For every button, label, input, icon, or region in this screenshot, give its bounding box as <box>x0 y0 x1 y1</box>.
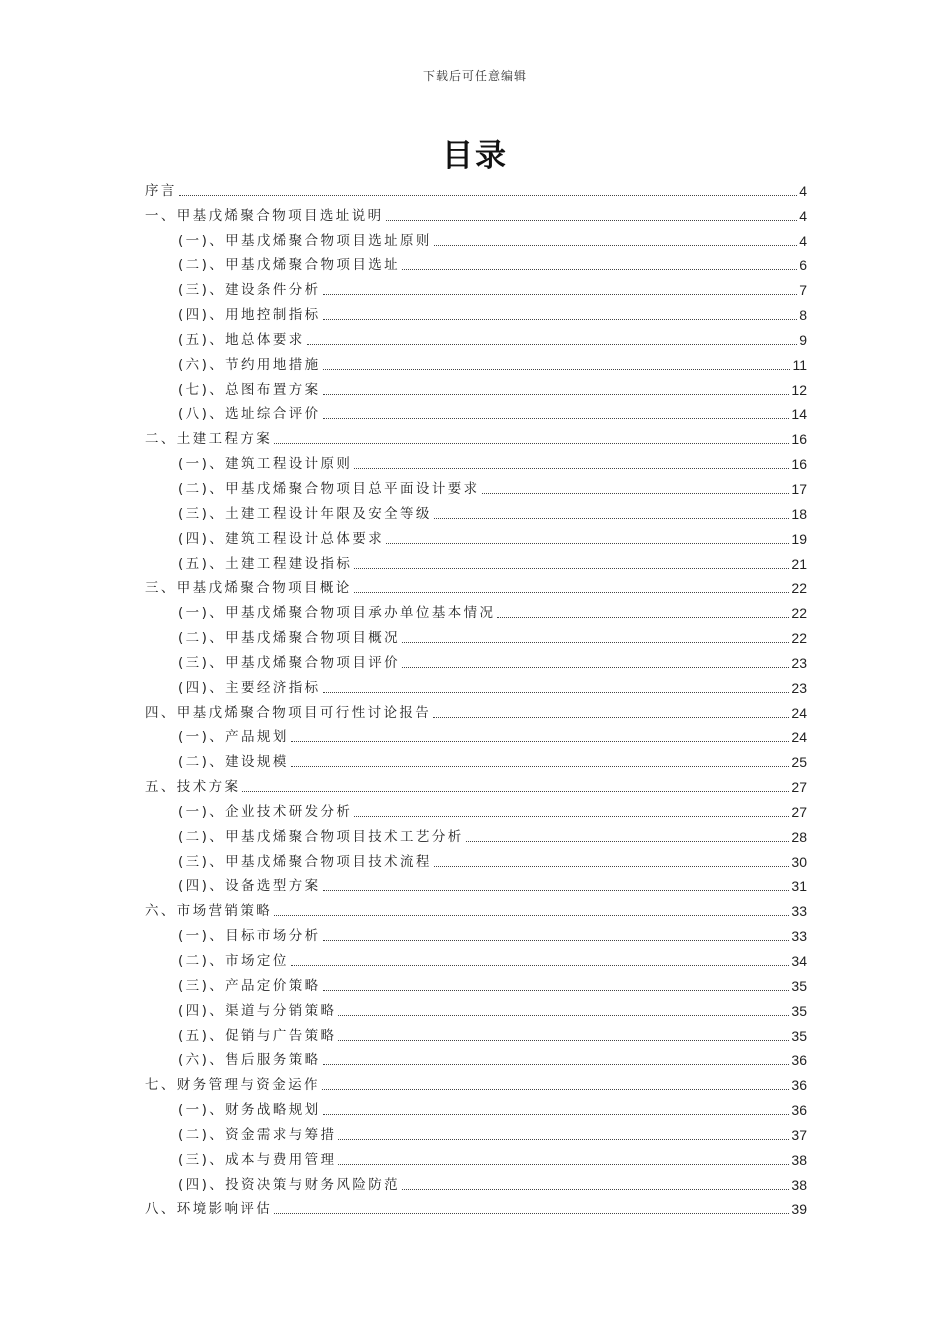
toc-entry[interactable] <box>145 796 807 821</box>
toc-dot-leader <box>323 1114 790 1115</box>
toc-entry-page-number: 30 <box>791 853 807 870</box>
toc-entry[interactable] <box>145 821 807 846</box>
toc-entry[interactable] <box>145 573 807 598</box>
toc-entry-label: 序言 <box>145 182 177 199</box>
toc-dot-leader <box>338 1139 789 1140</box>
toc-entry-page-number: 4 <box>799 182 807 199</box>
toc-entry-label: (三)、甲基戊烯聚合物项目技术流程 <box>178 853 432 870</box>
toc-entry-label: (四)、设备选型方案 <box>178 878 321 895</box>
toc-entry[interactable] <box>145 274 807 299</box>
toc-entry[interactable] <box>145 1144 807 1169</box>
toc-entry-label: (三)、成本与费用管理 <box>178 1151 337 1168</box>
toc-entry-label: 四、甲基戊烯聚合物项目可行性讨论报告 <box>145 704 432 721</box>
toc-entry[interactable] <box>145 1094 807 1119</box>
toc-dot-leader <box>482 493 790 494</box>
toc-entry-label: (二)、甲基戊烯聚合物项目总平面设计要求 <box>178 480 480 497</box>
toc-dot-leader <box>354 592 790 593</box>
toc-entry[interactable] <box>145 647 807 672</box>
toc-entry[interactable] <box>145 1119 807 1144</box>
toc-entry-page-number: 38 <box>791 1176 807 1193</box>
toc-dot-leader <box>402 667 789 668</box>
toc-entry[interactable] <box>145 1020 807 1045</box>
toc-entry[interactable] <box>145 945 807 970</box>
toc-entry-page-number: 24 <box>791 704 807 721</box>
toc-entry-page-number: 22 <box>791 630 807 647</box>
toc-entry[interactable] <box>145 871 807 896</box>
toc-entry-page-number: 9 <box>799 331 807 348</box>
toc-entry-page-number: 28 <box>791 828 807 845</box>
toc-entry-label: 三、甲基戊烯聚合物项目概论 <box>145 580 352 597</box>
toc-dot-leader <box>338 1040 789 1041</box>
toc-entry-page-number: 16 <box>791 431 807 448</box>
toc-entry[interactable] <box>145 622 807 647</box>
toc-entry[interactable] <box>145 746 807 771</box>
toc-entry-label: (一)、产品规划 <box>178 729 289 746</box>
toc-entry-label: (二)、甲基戊烯聚合物项目概况 <box>178 630 401 647</box>
toc-entry[interactable] <box>145 597 807 622</box>
toc-entry[interactable] <box>145 771 807 796</box>
toc-dot-leader <box>354 468 789 469</box>
toc-entry-label: (一)、甲基戊烯聚合物项目承办单位基本情况 <box>178 605 496 622</box>
toc-entry-label: 七、财务管理与资金运作 <box>145 1077 320 1094</box>
toc-dot-leader <box>323 692 790 693</box>
toc-entry-page-number: 4 <box>799 207 807 224</box>
toc-entry-page-number: 6 <box>799 257 807 274</box>
toc-entry-label: (四)、用地控制指标 <box>178 307 321 324</box>
toc-dot-leader <box>323 319 798 320</box>
toc-entry-page-number: 24 <box>791 729 807 746</box>
toc-entry[interactable] <box>145 697 807 722</box>
toc-entry[interactable] <box>145 399 807 424</box>
toc-entry-page-number: 27 <box>791 779 807 796</box>
toc-entry[interactable] <box>145 970 807 995</box>
toc-entry-page-number: 18 <box>791 505 807 522</box>
toc-entry-page-number: 22 <box>791 605 807 622</box>
toc-entry[interactable] <box>145 299 807 324</box>
toc-dot-leader <box>434 866 790 867</box>
toc-entry-label: (六)、节约用地措施 <box>178 356 321 373</box>
toc-dot-leader <box>433 717 789 718</box>
toc-dot-leader <box>291 965 790 966</box>
toc-entry-label: 八、环境影响评估 <box>145 1201 273 1218</box>
toc-dot-leader <box>323 294 798 295</box>
toc-entry-label: (五)、土建工程建设指标 <box>178 555 353 572</box>
toc-dot-leader <box>434 518 790 519</box>
toc-entry-page-number: 34 <box>791 953 807 969</box>
toc-title: 目录 <box>442 138 508 174</box>
toc-dot-leader <box>291 741 790 742</box>
toc-entry-label: (三)、土建工程设计年限及安全等级 <box>178 505 432 522</box>
toc-dot-leader <box>323 394 790 395</box>
toc-entry-page-number: 33 <box>791 928 807 945</box>
toc-entry-label: (七)、总图布置方案 <box>178 381 321 398</box>
toc-entry[interactable] <box>145 895 807 920</box>
toc-entry-page-number: 35 <box>791 1002 807 1019</box>
toc-entry-label: (四)、主要经济指标 <box>178 679 321 696</box>
toc-entry[interactable] <box>145 846 807 871</box>
toc-entry[interactable] <box>145 349 807 374</box>
toc-entry-page-number: 38 <box>791 1151 807 1168</box>
toc-entry-label: (四)、渠道与分销策略 <box>178 1002 337 1019</box>
toc-entry-label: (五)、促销与广告策略 <box>178 1027 337 1044</box>
toc-dot-leader <box>307 344 798 345</box>
toc-dot-leader <box>323 418 790 419</box>
toc-dot-leader <box>291 766 790 767</box>
toc-entry-label: (五)、地总体要求 <box>178 331 305 348</box>
toc-entry-label: (四)、建筑工程设计总体要求 <box>178 530 385 547</box>
toc-entry-page-number: 23 <box>791 654 807 671</box>
toc-entry-label: (二)、甲基戊烯聚合物项目选址 <box>178 257 401 274</box>
toc-dot-leader <box>497 617 789 618</box>
toc-dot-leader <box>323 369 791 370</box>
toc-entry-label: (三)、产品定价策略 <box>178 977 321 994</box>
toc-entry[interactable] <box>145 175 807 200</box>
toc-entry[interactable] <box>145 995 807 1020</box>
toc-entry-label: (六)、售后服务策略 <box>178 1052 321 1069</box>
toc-entry-page-number: 19 <box>791 530 807 547</box>
toc-entry-label: (四)、投资决策与财务风险防范 <box>178 1176 401 1193</box>
toc-entry[interactable] <box>145 1194 807 1219</box>
toc-entry[interactable] <box>145 1169 807 1194</box>
toc-entry[interactable] <box>145 200 807 225</box>
toc-entry-label: 六、市场营销策略 <box>145 903 273 920</box>
toc-dot-leader <box>242 791 789 792</box>
toc-entry[interactable] <box>145 920 807 945</box>
toc-entry-page-number: 7 <box>799 282 807 299</box>
toc-entry[interactable] <box>145 473 807 498</box>
toc-entry[interactable] <box>145 548 807 573</box>
toc-entry[interactable] <box>145 448 807 473</box>
page-header: 下载后可任意编辑 <box>422 69 527 83</box>
toc-entry-label: (二)、市场定位 <box>178 953 289 969</box>
toc-entry-label: (一)、甲基戊烯聚合物项目选址原则 <box>178 232 432 249</box>
table-of-contents <box>145 175 807 1218</box>
toc-entry[interactable] <box>145 1069 807 1094</box>
toc-entry-label: (二)、甲基戊烯聚合物项目技术工艺分析 <box>178 828 464 845</box>
toc-entry[interactable] <box>145 523 807 548</box>
toc-entry-page-number: 31 <box>791 878 807 895</box>
toc-dot-leader <box>402 642 789 643</box>
toc-entry-page-number: 11 <box>792 356 807 373</box>
toc-entry-label: (一)、财务战略规划 <box>178 1102 321 1119</box>
toc-entry[interactable] <box>145 672 807 697</box>
toc-entry-label: (一)、建筑工程设计原则 <box>178 456 353 473</box>
toc-entry[interactable] <box>145 374 807 399</box>
toc-entry-page-number: 16 <box>791 456 807 473</box>
toc-dot-leader <box>354 568 789 569</box>
toc-entry[interactable] <box>145 722 807 747</box>
toc-dot-leader <box>274 1213 789 1214</box>
toc-entry-page-number: 14 <box>791 406 807 423</box>
toc-entry-page-number: 21 <box>791 555 807 572</box>
toc-entry-label: (三)、甲基戊烯聚合物项目评价 <box>178 654 401 671</box>
toc-entry[interactable] <box>145 324 807 349</box>
toc-entry-page-number: 36 <box>791 1052 807 1069</box>
toc-entry-label: 一、甲基戊烯聚合物项目选址说明 <box>145 207 384 224</box>
toc-entry-page-number: 17 <box>791 480 807 497</box>
toc-dot-leader <box>322 1089 790 1090</box>
toc-entry-page-number: 35 <box>791 977 807 994</box>
toc-dot-leader <box>434 245 797 246</box>
toc-entry[interactable] <box>145 423 807 448</box>
toc-entry-label: (一)、企业技术研发分析 <box>178 803 353 820</box>
toc-dot-leader <box>323 940 790 941</box>
toc-entry-label: (三)、建设条件分析 <box>178 282 321 299</box>
toc-dot-leader <box>386 220 798 221</box>
toc-dot-leader <box>323 990 790 991</box>
toc-entry-page-number: 35 <box>791 1027 807 1044</box>
toc-entry-label: (二)、建设规模 <box>178 754 289 771</box>
toc-dot-leader <box>338 1015 789 1016</box>
toc-dot-leader <box>466 841 790 842</box>
toc-entry-page-number: 23 <box>791 679 807 696</box>
toc-entry-page-number: 27 <box>791 803 807 820</box>
toc-dot-leader <box>354 816 789 817</box>
toc-entry-label: (二)、资金需求与筹措 <box>178 1126 337 1143</box>
toc-entry-page-number: 37 <box>791 1126 807 1143</box>
toc-entry-page-number: 8 <box>799 307 807 324</box>
toc-entry-page-number: 25 <box>791 754 807 771</box>
toc-entry[interactable] <box>145 250 807 275</box>
toc-entry-label: (八)、选址综合评价 <box>178 406 321 423</box>
toc-dot-leader <box>274 443 789 444</box>
toc-entry[interactable] <box>145 225 807 250</box>
toc-entry-label: (一)、目标市场分析 <box>178 928 321 945</box>
toc-dot-leader <box>402 1189 789 1190</box>
toc-entry-page-number: 33 <box>791 903 807 920</box>
toc-dot-leader <box>179 195 797 196</box>
toc-dot-leader <box>386 543 789 544</box>
toc-entry-page-number: 36 <box>791 1077 807 1094</box>
toc-dot-leader <box>323 1064 790 1065</box>
toc-entry-page-number: 22 <box>791 580 807 597</box>
toc-entry-label: 五、技术方案 <box>145 779 241 796</box>
toc-entry-page-number: 36 <box>791 1102 807 1119</box>
toc-entry-page-number: 4 <box>799 232 807 249</box>
toc-dot-leader <box>274 915 789 916</box>
toc-dot-leader <box>402 269 797 270</box>
toc-entry[interactable] <box>145 1045 807 1070</box>
toc-dot-leader <box>338 1164 789 1165</box>
toc-entry[interactable] <box>145 498 807 523</box>
toc-entry-page-number: 39 <box>791 1201 807 1218</box>
toc-entry-label: 二、土建工程方案 <box>145 431 273 448</box>
toc-dot-leader <box>323 890 790 891</box>
toc-entry-page-number: 12 <box>791 381 807 398</box>
